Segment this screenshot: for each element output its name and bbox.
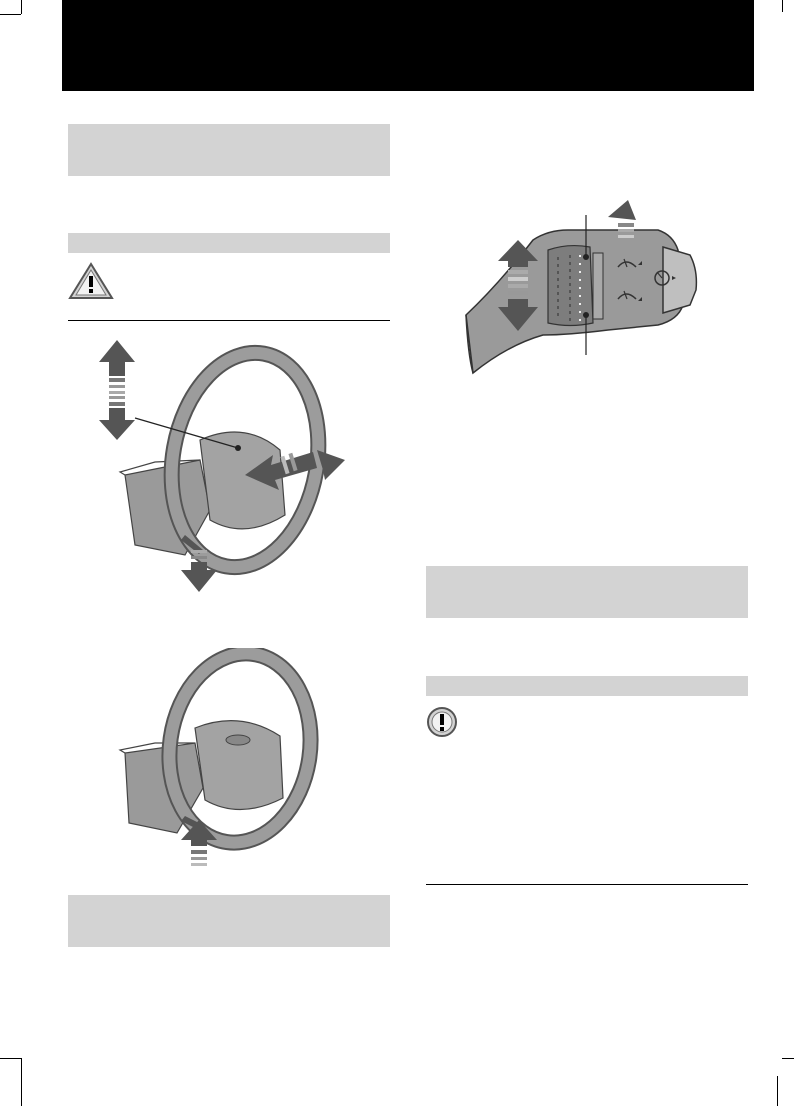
crop-mark-bottom-right-v (777, 1076, 778, 1106)
tilt-arrow-icon (99, 340, 135, 440)
warning-heading-bar (68, 233, 390, 253)
caution-end-rule (426, 884, 748, 885)
caution-heading-bar (426, 676, 748, 696)
crop-mark-top-left-v (21, 0, 22, 14)
crop-mark-bottom-right-h (782, 1058, 794, 1059)
steering-wheel-adjust-lock-illustration (115, 648, 345, 873)
caution-circle-icon (426, 706, 458, 738)
crop-mark-top-left-h (0, 14, 21, 15)
wiper-stalk-illustration (458, 195, 708, 380)
section-heading-box-2 (68, 895, 390, 947)
section-heading-box-1 (68, 124, 390, 176)
crop-mark-bottom-left-h (0, 1058, 21, 1059)
header-bar (62, 0, 754, 91)
steering-wheel-adjust-unlock-illustration (95, 340, 360, 600)
warning-triangle-icon (68, 262, 114, 300)
crop-mark-bottom-left-v (21, 1058, 22, 1106)
section-heading-box-3 (426, 566, 748, 618)
crop-mark-top-right-v (782, 0, 783, 12)
warning-end-rule (68, 320, 390, 321)
